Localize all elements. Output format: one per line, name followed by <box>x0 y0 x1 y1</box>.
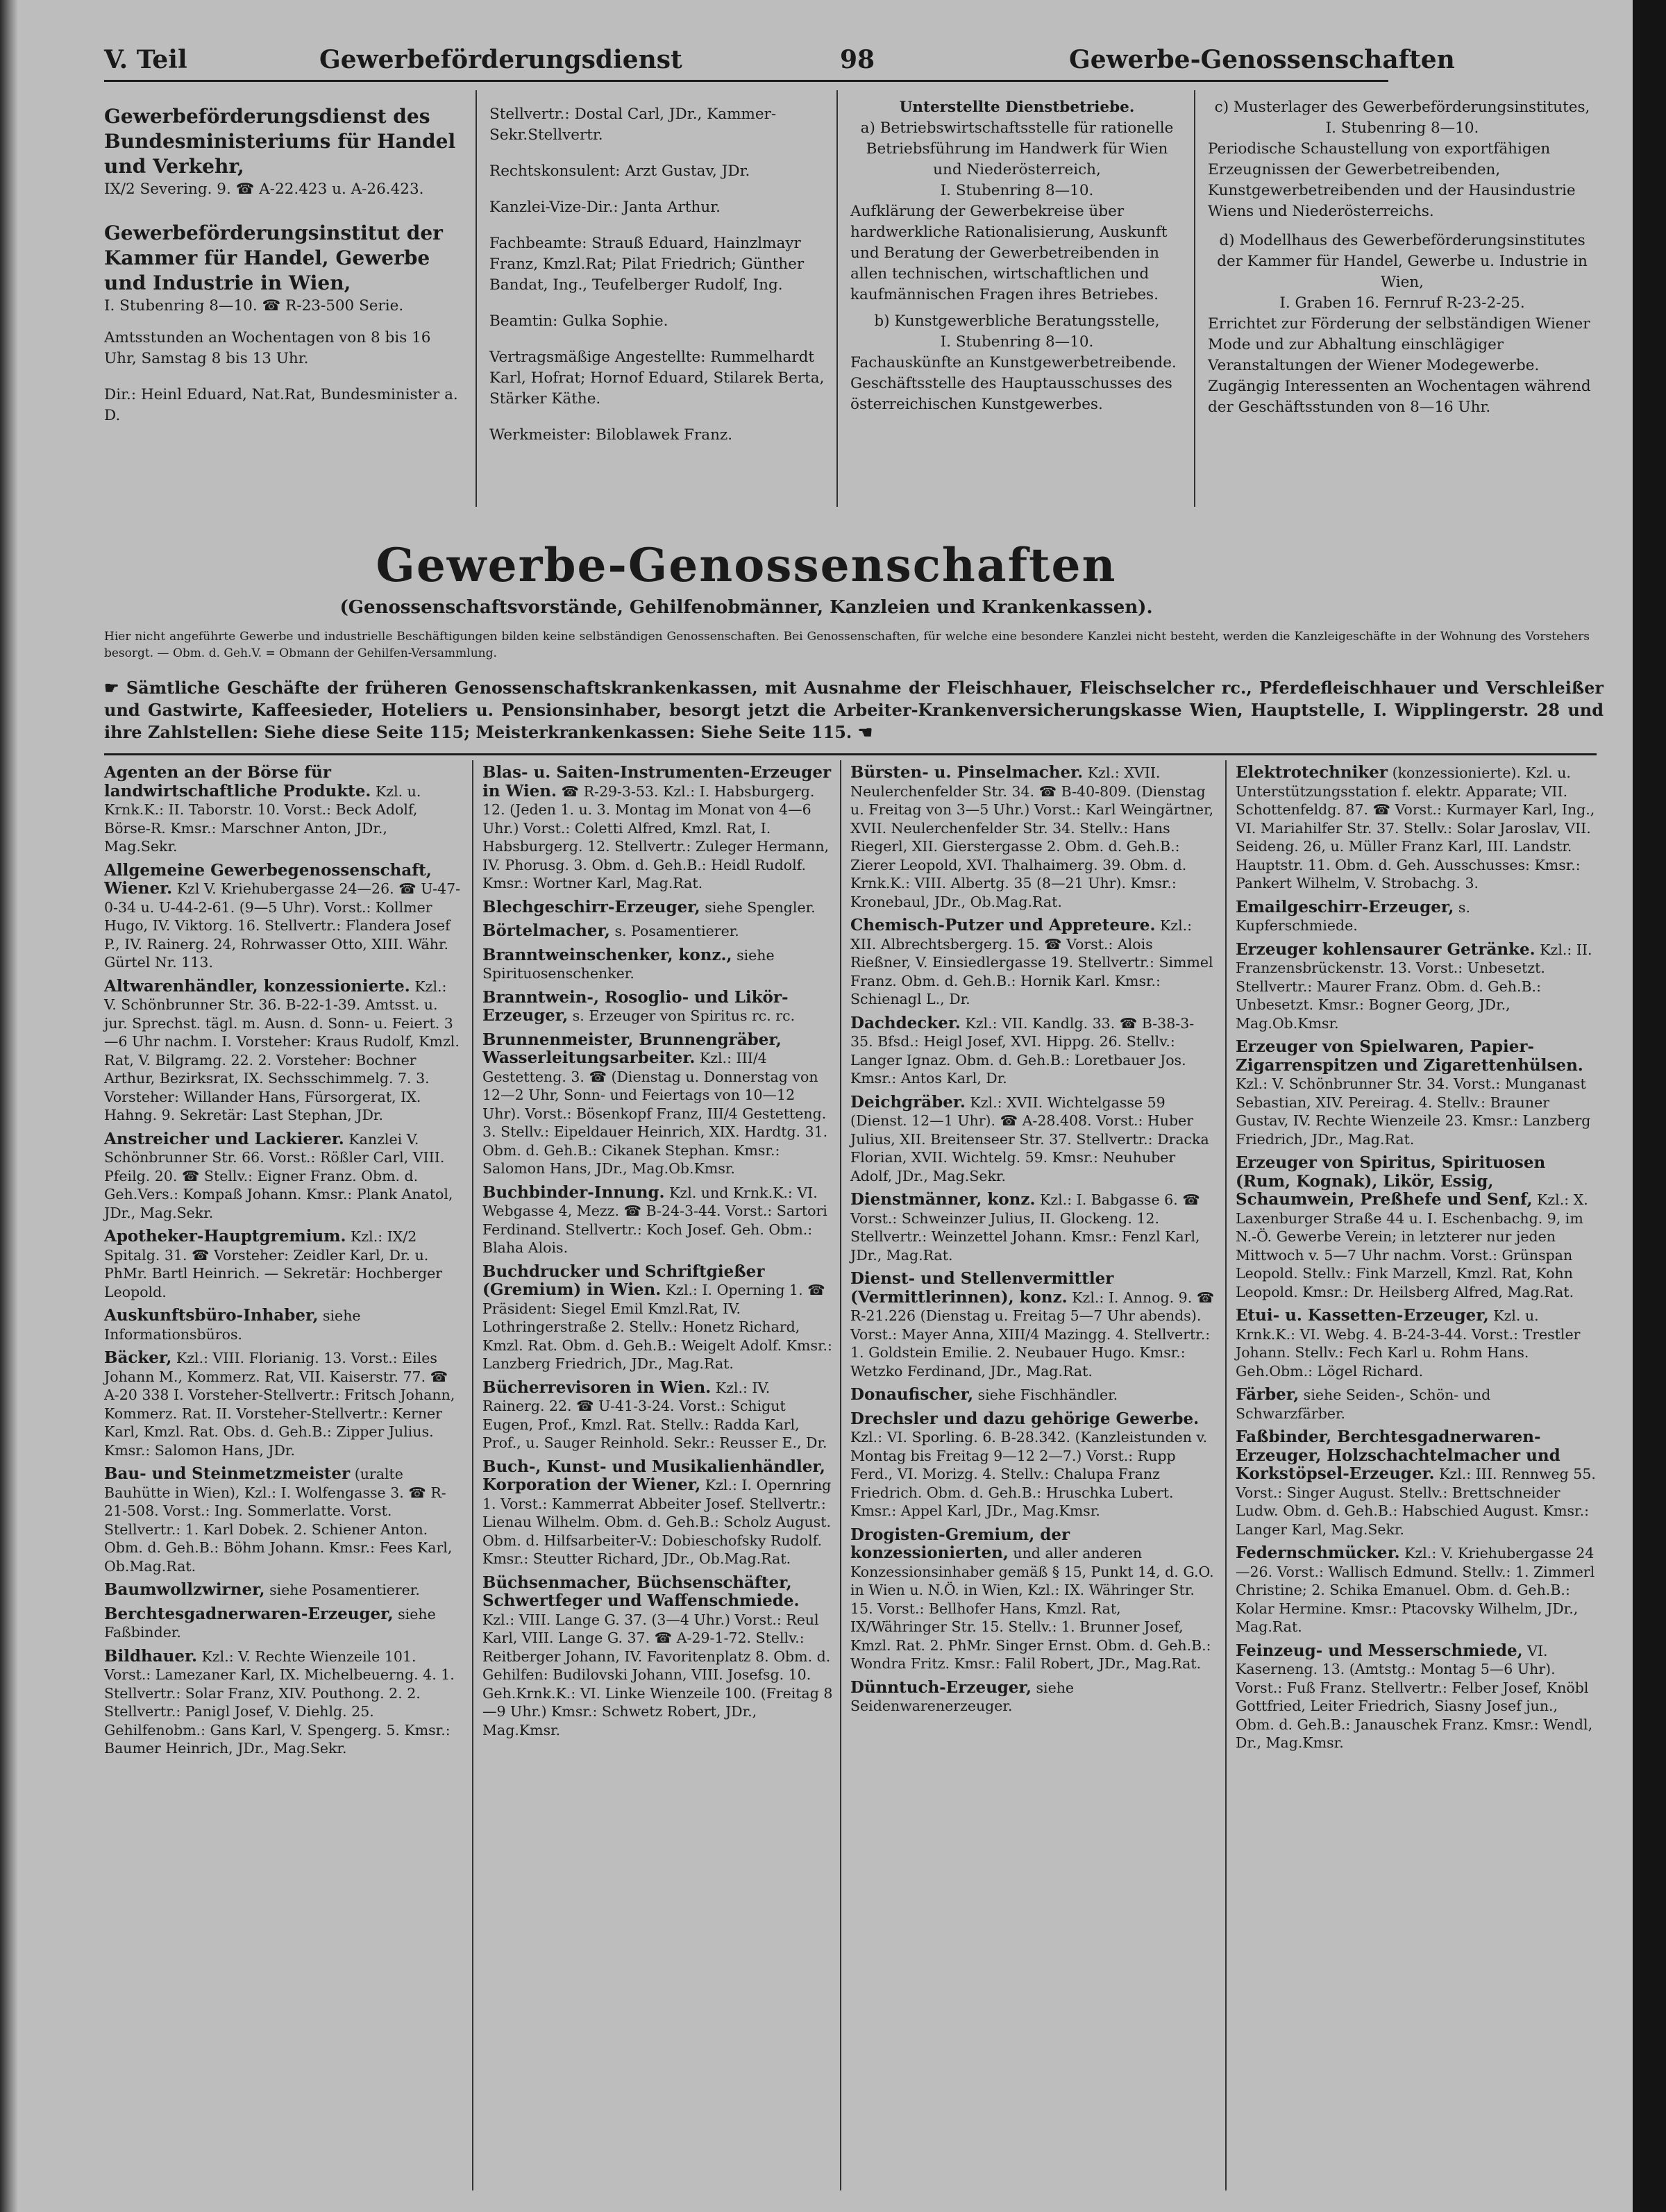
header-part: V. Teil <box>104 45 187 74</box>
guild-entry <box>482 1379 833 1452</box>
header-right-title: Gewerbe-Genossenschaften <box>1069 45 1455 74</box>
guild-name: Anstreicher und Lackierer. <box>104 1129 344 1148</box>
guild-details: ☎ R-29-3-53. Kzl.: I. Habsburgerg. 12. (Jeden 1. u. 3. Montag im Monat von 4—6 Uhr.) Vorst.: Coletti Alfred, Kmzl. Rat, I. Habsburgerg. 12. Stellvertr.: Zuleger Hermann, IV. Phorusg. 3. Obm. d. Geh.B.: Heidl Rudolf. Kmsr.: Wortner Karl, Mag.Rat. <box>482 782 830 891</box>
guild-entry <box>1236 941 1597 1033</box>
guild-entry <box>482 946 833 983</box>
column-divider <box>840 760 841 2190</box>
guild-details: Kzl.: II. Franzensbrückenstr. 13. Vorst.: Unbesetzt. Stellvertr.: Maurer Franz. Obm. d. Geh.B.: Unbesetzt. Kmsr.: Bogner Georg, JDr., Mag.Ob.Kmsr. <box>1236 941 1592 1032</box>
guild-details: s. Posamentierer. <box>614 923 739 939</box>
guild-name: Apotheker-Hauptgremium. <box>104 1227 346 1246</box>
guild-entry <box>104 1581 462 1600</box>
guild-entry <box>1236 1307 1597 1380</box>
directory-column-1 <box>104 764 462 1763</box>
service-description: Periodische Schaustellung von exportfähigen Erzeugnissen der Gewerbetreibenden, Kunstgewerbetreibenden und der Hausindustrie Wiens und Niederösterreichs. <box>1208 140 1576 220</box>
column-divider <box>1194 90 1195 507</box>
institution-name: Gewerbeförderungsinstitut der Kammer für Handel, Gewerbe und Industrie in Wien, <box>104 221 443 294</box>
column-divider <box>1225 760 1227 2190</box>
guild-name: Dachdecker. <box>850 1013 961 1032</box>
guild-entry <box>482 1184 833 1257</box>
guild-name: Donaufischer, <box>850 1385 974 1404</box>
guild-details: Kzl.: I. Babgasse 6. ☎ Vorst.: Schweinzer Julius, II. Glockeng. 12. Stellvertr.: Weinzettel Johann. Kmsr.: Fenzl Karl, JDr., Mag.Rat. <box>850 1191 1200 1264</box>
guild-name: Bäcker, <box>104 1348 172 1367</box>
guild-name: Chemisch-Putzer und Appreteure. <box>850 916 1156 935</box>
header-page-number: 98 <box>840 45 875 74</box>
guild-details: Kzl.: IX/2 Spitalg. 31. ☎ Vorsteher: Zeidler Karl, Dr. u. PhMr. Bartl Heinrich. — Sekretär: Hochberger Leopold. <box>104 1228 443 1300</box>
guild-details: siehe Seiden-, Schön- und Schwarzfärber. <box>1236 1386 1491 1422</box>
guild-entry <box>850 1014 1215 1088</box>
staff-entry: Kanzlei-Vize-Dir.: Janta Arthur. <box>489 199 721 216</box>
guild-entry <box>104 764 462 856</box>
top-column-3 <box>850 97 1184 415</box>
guild-details: Kzl.: III. Rennweg 55. Vorst.: Singer August. Stellv.: Brettschneider Ludw. Obm. d. Geh.B.: Habschied August. Kmsr.: Langer Karl, Mag.Sekr. <box>1236 1466 1596 1538</box>
guild-details: Kzl.: I. Opernring 1. Vorst.: Kammerrat Abbeiter Josef. Stellvertr.: Lienau Wilhelm. Obm. d. Geh.B.: Scholz August. Obm. d. Hilfsarbeiter-V.: Dobieschofsky Rudolf. Kmsr.: Steutter Richard, JDr., Ob.Mag.Rat. <box>482 1477 832 1567</box>
top-column-4 <box>1208 97 1597 418</box>
guild-entry <box>1236 1544 1597 1636</box>
guild-name: Buchbinder-Innung. <box>482 1182 665 1202</box>
guild-name: Erzeuger von Spiritus, Spirituosen (Rum, Kognak), Likör, Essig, Schaumwein, Preßhefe und Senf, <box>1236 1153 1546 1209</box>
guild-name: Dünntuch-Erzeuger, <box>850 1677 1032 1697</box>
guild-entry <box>850 764 1215 911</box>
guild-name: Agenten an der Börse für landwirtschaftliche Produkte. <box>104 763 371 801</box>
guild-entry <box>850 916 1215 1009</box>
guild-details: Kzl.: V. Schönbrunner Str. 36. B-22-1-39. Amtsst. u. jur. Sprechst. tägl. m. Ausn. d. Sonn- u. Feiert. 3—6 Uhr nachm. I. Vorsteher: Kraus Rudolf, Kmzl. Rat, V. Bilgramg. 22. 2. Vorsteher: Bochner Arthur, Bezirksrat, IX. Sechsschimmelg. 7. 3. Vorsteher: Willander Hans, Fürsorgerat, IX. Hahng. 9. Sekretär: Last Stephan, JDr. <box>104 978 460 1123</box>
service-name: b) Kunstgewerbliche Beratungsstelle, <box>874 312 1160 330</box>
guild-name: Branntwein-, Rosoglio- und Likör-Erzeuger, <box>482 987 789 1025</box>
guild-details: Kzl V. Kriehubergasse 24—26. ☎ U-47-0-34 u. U-44-2-61. (9—5 Uhr). Vorst.: Kollmer Hugo, IV. Viktorg. 16. Stellvertr.: Flandera Josef P., IV. Rainerg. 24, Rohrwasser Otto, XIII. Währ. Gürtel Nr. 113. <box>104 880 461 971</box>
service-description: Errichtet zur Förderung der selbständigen Wiener Mode und zur Abhaltung einschlägiger Veranstaltungen der Wiener Modegewerbe. Zugängig Interessenten an Wochentagen während der Geschäftsstunden von 8—16 Uhr. <box>1208 315 1591 416</box>
institution-entry <box>104 221 462 317</box>
staff-entry: Vertragsmäßige Angestellte: Rummelhardt Karl, Hofrat; Hornof Eduard, Stilarek Berta, Stärker Käthe. <box>489 349 825 408</box>
guild-name: Etui- u. Kassetten-Erzeuger, <box>1236 1306 1489 1325</box>
guild-details: Kzl.: VIII. Lange G. 37. (3—4 Uhr.) Vorst.: Reul Karl, VIII. Lange G. 37. ☎ A-29-1-72. Stellv.: Reitberger Johann, IV. Favoritenplatz 8. Obm. d. Gehilfen: Budilovski Johann, VIII. Josefsg. 10. Geh.Krnk.K.: VI. Linke Wienzeile 100. (Freitag 8—9 Uhr.) Kmsr.: Schwetz Robert, JDr., Mag.Kmsr. <box>482 1611 833 1738</box>
guild-details: s. Erzeuger von Spiritus rc. rc. <box>572 1007 796 1024</box>
column-divider <box>836 90 838 507</box>
guild-details: siehe Spengler. <box>705 898 816 916</box>
guild-details: und aller anderen Konzessionsinhaber gemäß § 15, Punkt 14, d. G.O. in Wien u. N.Ö. in Wien, Kzl.: IX. Währinger Str. 15. Vorst.: Bellhofer Hans, Kmzl. Rat, IX/Währinger Str. 15. Stellv.: 1. Brunner Josef, Kmzl. Rat. 2. PhMr. Singer Ernst. Obm. d. Geh.B.: Wondra Fritz. Kmsr.: Falil Robert, JDr., Mag.Rat. <box>850 1545 1214 1672</box>
guild-entry <box>482 1574 833 1740</box>
staff-entry: Rechtskonsulent: Arzt Gustav, JDr. <box>489 162 750 180</box>
krankenkasse-notice: ☛ Sämtliche Geschäfte der früheren Genossenschaftskrankenkassen, mit Ausnahme der Fleischhauer, Fleischselcher rc., Pferdefleischhauer und Verschleißer und Gastwirte, Kaffeesieder, Hoteliers u. Pensionsinhaber, besorgt jetzt die Arbeiter-Krankenversicherungskasse Wien, Hauptstelle, I. Wipplingerstr. 28 und ihre Zahlstellen: Siehe diese Seite 115; Meisterkrankenkassen: Siehe Seite 115. ☚ <box>104 678 1604 742</box>
service-description: Aufklärung der Gewerbekreise über hardwerkliche Rationalisierung, Auskunft und Beratung der Gewerbetreibenden in allen technischen, wirtschaftlichen und kaufmännischen Fragen ihres Betriebes. <box>850 203 1168 303</box>
guild-entry <box>482 764 833 893</box>
guild-details: Kzl.: V. Rechte Wienzeile 101. Vorst.: Lamezaner Karl, IX. Michelbeuerng. 4. 1. Stellvertr.: Solar Franz, XIV. Pouthong. 2. 2. Stellvertr.: Panigl Josef, V. Diehlg. 25. Gehilfenobm.: Gans Karl, V. Spengerg. 5. Kmsr.: Baumer Heinrich, JDr., Mag.Sekr. <box>104 1648 455 1757</box>
section-title: Gewerbe-Genossenschaften <box>376 538 1117 592</box>
guild-details: Kzl.: I. Annog. 9. ☎ R-21.226 (Dienstag u. Freitag 5—7 Uhr abends). Vorst.: Mayer Anna, XIII/4 Mazingg. 4. Stellvertr.: 1. Goldstein Emilie. 2. Neubauer Hugo. Kmsr.: Wetzko Ferdinand, JDr., Mag.Rat. <box>850 1289 1215 1380</box>
service-description: Fachauskünfte an Kunstgewerbetreibende. Geschäftsstelle des Hauptausschusses des österreichischen Kunstgewerbes. <box>850 354 1177 413</box>
institution-address: IX/2 Severing. 9. ☎ A-22.423 u. A-26.423. <box>104 181 424 198</box>
office-hours: Amtsstunden an Wochentagen von 8 bis 16 Uhr, Samstag 8 bis 13 Uhr. <box>104 329 431 367</box>
guild-name: Berchtesgadnerwaren-Erzeuger, <box>104 1604 394 1623</box>
guild-details: siehe Fischhändler. <box>977 1386 1118 1403</box>
guild-name: Erzeuger von Spielwaren, Papier-Zigarrenspitzen und Zigarettenhülsen. <box>1236 1037 1583 1075</box>
guild-details: Kzl. und Krnk.K.: VI. Webgasse 4, Mezz. ☎ B-24-3-44. Vorst.: Sartori Ferdinand. Stellvertr.: Koch Josef. Geh. Obm.: Blaha Alois. <box>482 1184 827 1256</box>
guild-name: Börtelmacher, <box>482 921 610 940</box>
guild-details: Kzl. u. Krnk.K.: II. Taborstr. 10. Vorst.: Beck Adolf, Börse-R. Kmsr.: Marschner Anton, JDr., Mag.Sekr. <box>104 782 421 855</box>
guild-details: siehe Seidenwarenerzeuger. <box>850 1679 1075 1714</box>
guild-details: siehe Posamentierer. <box>269 1582 420 1598</box>
book-spine-shadow <box>0 0 18 2212</box>
guild-entry <box>482 922 833 941</box>
guild-entry <box>482 1031 833 1178</box>
guild-name: Elektrotechniker <box>1236 763 1388 782</box>
guild-details: Kanzlei V. Schönbrunner Str. 66. Vorst.: Rößler Carl, VIII. Pfeilg. 20. ☎ Stellv.: Eigner Franz. Obm. d. Geh.Vers.: Kompaß Johann. Kmsr.: Plank Anatol, JDr., Mag.Sekr. <box>104 1130 453 1221</box>
staff-entry: Beamtin: Gulka Sophie. <box>489 312 668 330</box>
guild-entry <box>1236 1642 1597 1752</box>
guild-name: Branntweinschenker, konz., <box>482 945 732 964</box>
guild-details: Kzl.: VI. Sporling. 6. B-28.342. (Kanzleistunden v. Montag bis Freitag 9—12 2—7.) Vorst.: Rupp Ferd., VI. Morizg. 4. Stellv.: Chalupa Franz Friedrich. Obm. d. Geh.B.: Hruschka Lubert. Kmsr.: Appel Karl, JDr., Mag.Kmsr. <box>850 1429 1208 1519</box>
column-divider <box>476 90 477 507</box>
guild-details: siehe Spirituosenschenker. <box>482 946 775 982</box>
guild-details: Kzl.: V. Kriehubergasse 24—26. Vorst.: Wallisch Edmund. Stellv.: 1. Zimmerl Christine; 2. Schika Emanuel. Obm. d. Geh.B.: Kolar Hermine. Kmsr.: Ptacovsky Wilhelm, JDr., Mag.Rat. <box>1236 1545 1595 1635</box>
service-name: c) Musterlager des Gewerbeförderungsinstitutes, <box>1214 99 1590 116</box>
guild-name: Federnschmücker. <box>1236 1543 1400 1562</box>
guild-entry <box>104 1465 462 1575</box>
guild-name: Erzeuger kohlensaurer Getränke. <box>1236 939 1535 959</box>
guild-name: Buchdrucker und Schriftgießer (Gremium) in Wien. <box>482 1262 765 1299</box>
guild-details: Kzl.: XVII. Neulerchenfelder Str. 34. ☎ B-40-809. (Dienstag u. Freitag von 3—5 Uhr.) Vorst.: Karl Weingärtner, XVII. Neulerchenfelder Str. 34. Stellv.: Hans Riegerl, XII. Gierstergasse 2. Obm. d. Geh.B.: Zierer Leopold, XVI. Thalhaimerg. 39. Obm. d. Krnk.K.: VIII. Albertg. 35 (8—21 Uhr). Kmsr.: Kronebaul, JDr., Ob.Mag.Rat. <box>850 764 1214 910</box>
guild-name: Dienstmänner, konz. <box>850 1190 1036 1209</box>
guild-entry <box>104 1228 462 1301</box>
guild-name: Bürsten- u. Pinselmacher. <box>850 763 1084 782</box>
guild-details: Kzl.: IV. Rainerg. 22. ☎ U-41-3-24. Vorst.: Schigut Eugen, Prof., Kmzl. Rat. Stellv.: Radda Karl, Prof., u. Sauger Reinhold. Sekr.: Reusser E., Dr. <box>482 1379 827 1451</box>
guild-name: Blas- u. Saiten-Instrumenten-Erzeuger in Wien. <box>482 763 832 801</box>
staff-entry: Werkmeister: Biloblawek Franz. <box>489 426 733 444</box>
service-address: I. Stubenring 8—10. <box>1325 119 1479 137</box>
guild-name: Bücherrevisoren in Wien. <box>482 1377 712 1397</box>
guild-entry <box>104 862 462 972</box>
guild-name: Drechsler und dazu gehörige Gewerbe. <box>850 1409 1200 1428</box>
header-left-title: Gewerbeförderungsdienst <box>319 45 682 74</box>
guild-name: Baumwollzwirner, <box>104 1580 265 1599</box>
section-subtitle: (Genossenschaftsvorstände, Gehilfenobmänner, Kanzleien und Krankenkassen). <box>339 597 1153 618</box>
top-column-1 <box>104 104 462 442</box>
guild-details: Kzl.: VIII. Florianig. 13. Vorst.: Eiles Johann M., Kommerz. Rat, VII. Kaiserstr. 77. ☎ A-20 338 I. Vorsteher-Stellvertr.: Fritsch Johann, Kommerz. Rat. II. Vorsteher-Stellvertr.: Kerner Karl, Kmzl. Rat. Obs. d. Geh.B.: Zipper Julius. Kmsr.: Salomon Hans, JDr. <box>104 1350 455 1459</box>
guild-name: Feinzeug- und Messerschmiede, <box>1236 1641 1523 1660</box>
guild-entry <box>104 1130 462 1223</box>
staff-entry: Fachbeamte: Strauß Eduard, Hainzlmayr Franz, Kmzl.Rat; Pilat Friedrich; Günther Bandat, Ing., Teufelberger Rudolf, Ing. <box>489 235 805 294</box>
guild-details: (konzessionierte). Kzl. u. Unterstützungsstation f. elektr. Apparate; VII. Schottenfeldg. 87. ☎ Vorst.: Kurmayer Karl, Ing., VI. Mariahilfer Str. 37. Stellv.: Solar Jaroslav, VII. Seideng. 26, u. Müller Franz Karl, III. Landstr. Hauptstr. 11. Obm. d. Geh. Ausschusses: Kmsr.: Pankert Wilhelm, V. Strobachg. 3. <box>1236 764 1595 891</box>
guild-entry <box>1236 1428 1597 1539</box>
institution-address: I. Stubenring 8—10. ☎ R-23-500 Serie. <box>104 297 404 315</box>
guild-entry <box>104 1605 462 1642</box>
guild-details: s. Kupferschmiede. <box>1236 898 1470 934</box>
guild-entry <box>1236 1154 1597 1301</box>
guild-details: Kzl.: X. Laxenburger Straße 44 u. I. Eschenbachg. 9, im N.-Ö. Gewerbe Verein; in letzterer nur jeden Mittwoch v. 5—7 Uhr nachm. Vorst.: Grünspan Leopold. Stellv.: Fink Marzell, Kmzl. Rat, Kohn Leopold. Kmsr.: Dr. Heilsberg Alfred, Mag.Rat. <box>1236 1191 1588 1300</box>
scan-border <box>1633 0 1666 2212</box>
guild-name: Büchsenmacher, Büchsenschäfter, Schwertfeger und Waffenschmiede. <box>482 1573 800 1610</box>
guild-name: Faßbinder, Berchtesgadnerwaren-Erzeuger, Holzschachtelmacher und Korkstöpsel-Erzeuger. <box>1236 1427 1560 1483</box>
guild-entry <box>482 898 833 917</box>
guild-entry <box>1236 1038 1597 1148</box>
guild-details: Kzl.: V. Schönbrunner Str. 34. Vorst.: Munganast Sebastian, XIV. Pereirag. 4. Stellv.: Brauner Gustav, IV. Rechte Wienzeile 23. Kmsr.: Lanzberg Friedrich, JDr., Mag.Rat. <box>1236 1075 1591 1148</box>
director: Dir.: Heinl Eduard, Nat.Rat, Bundesminister a. D. <box>104 386 458 424</box>
guild-entry <box>482 1263 833 1373</box>
guild-name: Deichgräber. <box>850 1092 966 1112</box>
directory-column-3 <box>850 764 1215 1721</box>
guild-details: siehe Faßbinder. <box>104 1605 436 1641</box>
guild-details: (uralte Bauhütte in Wien), Kzl.: I. Wolfengasse 3. ☎ R-21-508. Vorst.: Ing. Sommerlatte. Vorst. Stellvertr.: 1. Karl Dobek. 2. Schiener Anton. Obm. d. Geh.B.: Böhm Johann. Kmsr.: Fees Karl, Ob.Mag.Rat. <box>104 1466 453 1575</box>
guild-name: Emailgeschirr-Erzeuger, <box>1236 897 1454 916</box>
service-name: d) Modellhaus des Gewerbeförderungsinstitutes der Kammer für Handel, Gewerbe u. Industrie in Wien, <box>1217 232 1588 291</box>
guild-entry <box>1236 764 1597 893</box>
staff-entry: Stellvertr.: Dostal Carl, JDr., Kammer-Sekr.Stellvertr. <box>489 106 777 144</box>
guild-entry <box>850 1386 1215 1405</box>
directory-column-4 <box>1236 764 1597 1758</box>
guild-entry <box>850 1410 1215 1520</box>
guild-entry <box>104 978 462 1125</box>
guild-entry <box>850 1191 1215 1264</box>
guild-details: Kzl.: III/4 Gestetteng. 3. ☎ (Dienstag u. Donnerstag von 12—2 Uhr, Sonn- und Feiertags von 10—12 Uhr). Vorst.: Bösenkopf Franz, III/4 Gestetteng. 3. Stellv.: Eipeldauer Heinrich, XIX. Hardtg. 31. Obm. d. Geh.B.: Cikanek Stephan. Kmsr.: Salomon Hans, JDr., Mag.Ob.Kmsr. <box>482 1050 828 1177</box>
guild-name: Drogisten-Gremium, der konzessionierten, <box>850 1525 1070 1562</box>
guild-details: Kzl.: XII. Albrechtsbergerg. 15. ☎ Vorst.: Alois Rießner, V. Einsiedlergasse 19. Stellvertr.: Simmel Franz. Obm. d. Geh.B.: Hornik Karl. Kmsr.: Schienagl L., Dr. <box>850 917 1213 1007</box>
guild-details: siehe Informationsbüros. <box>104 1307 361 1343</box>
guild-entry <box>850 1270 1215 1380</box>
page-header <box>104 38 1455 82</box>
guild-name: Auskunftsbüro-Inhaber, <box>104 1306 319 1325</box>
guild-entry <box>1236 1386 1597 1423</box>
guild-name: Färber, <box>1236 1385 1299 1404</box>
guild-details: VI. Kaserneng. 13. (Amtstg.: Montag 5—6 Uhr). Vorst.: Fuß Franz. Stellvertr.: Felber Josef, Knöbl Gottfried, Leiter Friedrich, Siasny Josef jun., Obm. d. Geh.B.: Janauschek Franz. Kmsr.: Wendl, Dr., Mag.Kmsr. <box>1236 1642 1593 1751</box>
guild-entry <box>1236 898 1597 935</box>
guild-name: Bildhauer. <box>104 1646 197 1666</box>
guild-entry <box>482 1458 833 1568</box>
guild-details: Kzl.: VII. Kandlg. 33. ☎ B-38-3-35. Bfsd.: Heigl Josef, XVI. Hippg. 26. Stellv.: Langer Ignaz. Obm. d. Geh.B.: Loretbauer Jos. Kmsr.: Antos Karl, Dr. <box>850 1014 1195 1087</box>
guild-details: Kzl.: I. Operning 1. ☎ Präsident: Siegel Emil Kmzl.Rat, IV. Lothringerstraße 2. Stellv.: Honetz Richard, Kmzl. Rat. Obm. d. Geh.B.: Weigelt Adolf. Kmsr.: Lanzberg Friedrich, JDr., Mag.Rat. <box>482 1282 832 1372</box>
service-address: I. Graben 16. Fernruf R-23-2-25. <box>1279 294 1525 312</box>
guild-entry <box>104 1648 462 1758</box>
guild-details: Kzl.: XVII. Wichtelgasse 59 (Dienst. 12—1 Uhr). ☎ A-28.408. Vorst.: Huber Julius, XII. Breitenseer Str. 37. Stellvertr.: Dracka Florian, XVII. Wichtelg. 59. Kmsr.: Neuhuber Adolf, JDr., Mag.Sekr. <box>850 1094 1209 1184</box>
guild-name: Allgemeine Gewerbegenossenschaft, Wiener. <box>104 860 432 898</box>
guild-name: Brunnenmeister, Brunnengräber, Wasserleitungsarbeiter. <box>482 1030 782 1067</box>
service-address: I. Stubenring 8—10. <box>940 333 1094 351</box>
institution-name: Gewerbeförderungsdienst des Bundesministeriums für Handel und Verkehr, <box>104 105 456 178</box>
guild-entry <box>104 1349 462 1459</box>
institution-entry <box>104 104 462 200</box>
guild-entry <box>850 1094 1215 1186</box>
guild-name: Bau- und Steinmetzmeister <box>104 1464 351 1483</box>
section-heading: Unterstellte Dienstbetriebe. <box>899 99 1135 116</box>
guild-name: Blechgeschirr-Erzeuger, <box>482 897 700 916</box>
section-note: Hier nicht angeführte Gewerbe und industrielle Beschäftigungen bilden keine selbständigen Genossenschaften. Bei Genossenschaften, für welche eine besondere Kanzlei nicht besteht, werden die Kanzleigeschäfte in der Wohnung des Vorstehers besorgt. — Obm. d. Geh.V. = Obmann der Gehilfen-Versammlung. <box>104 630 1590 660</box>
guild-name: Buch-, Kunst- und Musikalienhändler, Korporation der Wiener, <box>482 1457 825 1494</box>
guild-entry <box>850 1526 1215 1673</box>
guild-name: Dienst- und Stellenvermittler (Vermittlerinnen), konz. <box>850 1269 1114 1307</box>
guild-entry <box>482 989 833 1025</box>
guild-name: Altwarenhändler, konzessionierte. <box>104 976 410 996</box>
directory-column-2 <box>482 764 833 1745</box>
section-rule <box>104 753 1597 755</box>
guild-entry <box>850 1679 1215 1716</box>
guild-entry <box>104 1307 462 1343</box>
service-name: a) Betriebswirtschaftsstelle für rationelle Betriebsführung im Handwerk für Wien und Niederösterreich, <box>860 119 1174 178</box>
guild-details: Kzl. u. Krnk.K.: VI. Webg. 4. B-24-3-44. Vorst.: Trestler Johann. Stellv.: Fech Karl u. Rohm Hans. Geh.Obm.: Lögel Richard. <box>1236 1307 1581 1380</box>
top-column-2 <box>489 104 826 461</box>
service-address: I. Stubenring 8—10. <box>940 182 1094 199</box>
column-divider <box>472 760 473 2190</box>
